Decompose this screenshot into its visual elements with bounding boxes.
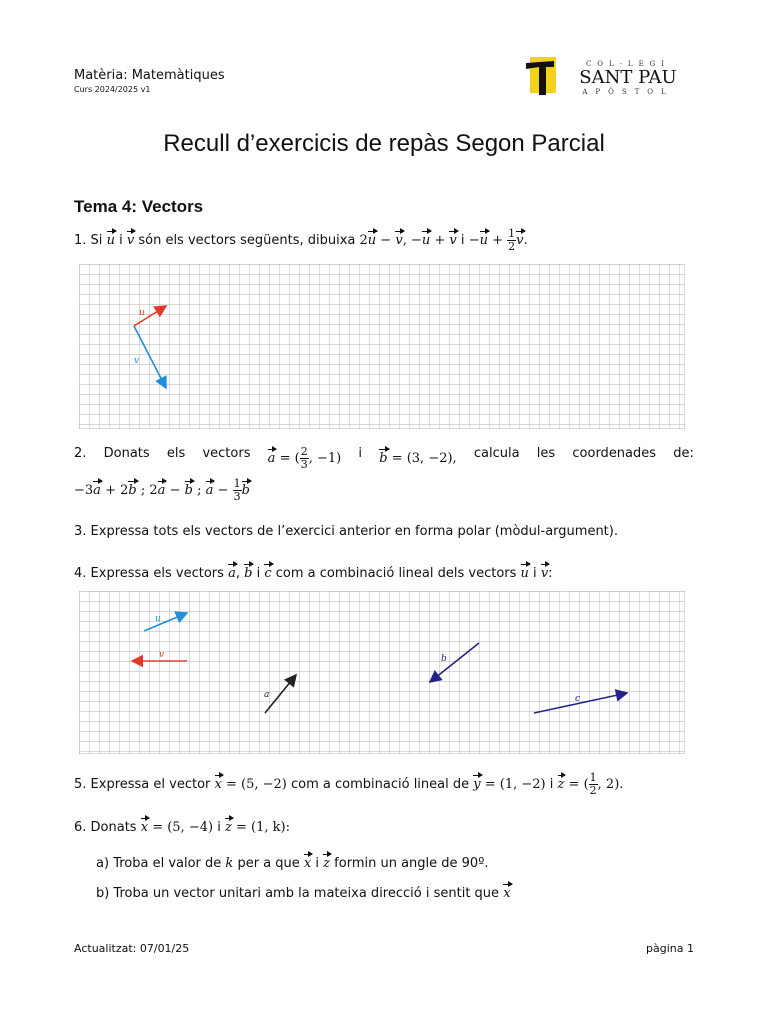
exercise-6b: b) Troba un vector unitari amb la mateixa direcció i sentit que x <box>96 881 511 901</box>
ex1-text: i <box>119 233 123 248</box>
topic-heading: Tema 4: Vectors <box>74 197 204 216</box>
school-logo <box>524 57 688 97</box>
exercise-1 <box>74 228 528 253</box>
label-c: c <box>575 694 581 704</box>
ex2-word: calcula <box>473 446 520 461</box>
subject-label: Matèria: Matemàtiques <box>74 68 225 83</box>
logo-line3: APÒSTOL <box>582 88 674 96</box>
ex1-expression-2: −u + v <box>411 233 457 248</box>
ex2-word: vectors <box>202 446 251 461</box>
ex2-word: els <box>166 446 186 461</box>
logo-line2: SANT PAU <box>579 67 677 88</box>
ex2-word: i <box>358 446 363 461</box>
ex2-vector-b: b = (3, −2), <box>379 446 456 471</box>
grid-2 <box>79 591 685 754</box>
grid-1 <box>79 264 685 429</box>
logo-line1: COL·LEGI <box>585 60 671 68</box>
label-b: b <box>441 654 447 664</box>
ex1-expression-1: 2u − v, <box>360 233 407 248</box>
ex2-word: les <box>536 446 556 461</box>
vector-v: v <box>127 228 134 248</box>
exercise-5: 5. Expressa el vector x = (5, −2) com a combinació lineal de y = (1, −2) i z = ( $\frac{1}{2}$ , 2). <box>74 771 624 797</box>
label-u: u <box>139 308 145 318</box>
footer-page-number: pàgina 1 <box>646 942 694 955</box>
page-title: Recull d’exercicis de repàs Segon Parcial <box>163 130 605 157</box>
ex1-text: són els vectors següents, dibuixa <box>138 233 356 248</box>
ex2-vector-a: a = ( $\frac{2}{3}$ , −1) <box>267 445 342 471</box>
label-v: v <box>134 356 140 366</box>
ex2-word: de: <box>673 446 694 461</box>
ex1-number: 1. <box>74 233 87 248</box>
course-label: Curs 2024/2025 v1 <box>74 85 151 94</box>
vector-u: u <box>107 228 115 248</box>
ex1-expression-3: −u + $\frac{1}{2}$ v. <box>468 227 528 253</box>
ex2-number: 2. <box>74 446 87 461</box>
exercise-6: 6. Donats x = (5, −4) i z = (1, k): <box>74 815 290 835</box>
ex2-word: Donats <box>103 446 150 461</box>
footer-updated: Actualitzat: 07/01/25 <box>74 942 190 955</box>
exercise-4: 4. Expressa els vectors a, b i c com a combinació lineal dels vectors u i v: <box>74 561 553 581</box>
exercise-6a: a) Troba el valor de k per a que x i z formin un angle de 90º. <box>96 851 488 871</box>
ex1-text: i <box>460 233 465 248</box>
exercise-3: 3. Expressa tots els vectors de l’exercici anterior en forma polar (mòdul-argument). <box>74 524 618 539</box>
exercise-2-line2: −3a + 2b ; 2a − b ; a − $\frac{1}{3}$ b <box>74 477 250 503</box>
ex2-word: coordenades <box>572 446 657 461</box>
exercise-2-line1 <box>74 446 694 471</box>
label-u: u <box>155 614 161 624</box>
label-a: a <box>264 690 270 700</box>
label-v: v <box>159 650 165 660</box>
ex1-text: Si <box>90 233 103 248</box>
